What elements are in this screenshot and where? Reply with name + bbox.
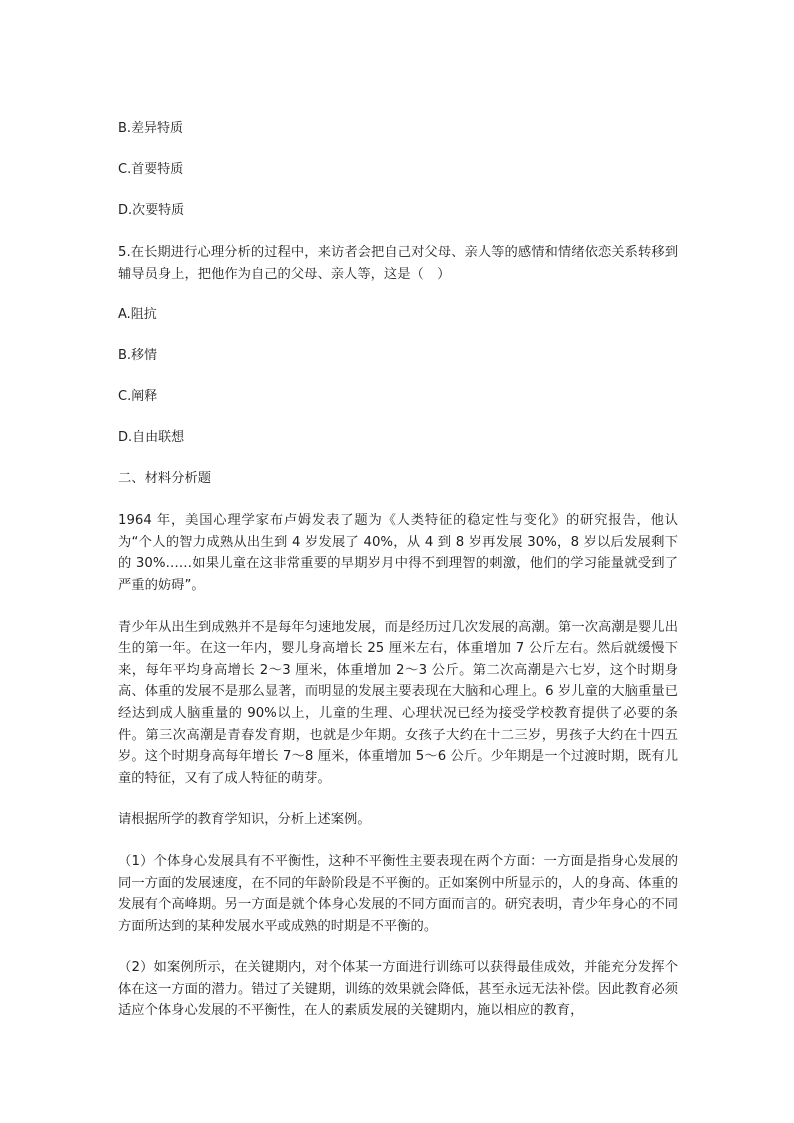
material-question-prompt: 请根据所学的教育学知识，分析上述案例。 (118, 812, 371, 828)
section-title-material-analysis: 二、材料分析题 (118, 471, 212, 487)
option-q5-c: C.阐释 (118, 389, 158, 405)
option-q4-d: D.次要特质 (118, 203, 185, 218)
option-q5-a: A.阻抗 (118, 307, 157, 323)
option-q4-b: B.差异特质 (118, 121, 184, 136)
option-q4-c: C.首要特质 (118, 162, 184, 177)
option-q5-d: D.自由联想 (118, 430, 185, 446)
material-paragraph-2: 青少年从出生到成熟并不是每年匀速地发展，而是经历过几次发展的高潮。第一次高潮是婴儿出生的第一年。在这一年内，婴儿身高增长 25 厘米左右，体重增加 7 公斤左右。然后就缓慢下来，每年平均身高增长 2～3 厘米，体重增加 2～3 公斤。第二次高潮是六七岁，这个时期身高、体重的发展不是那么显著，而明显的发展主要表现在大脑和心理上。6 岁儿童的大脑重量已经达到成人脑重量的 90%以上，儿童的生理、心理状况已经为接受学校教育提供了必要的条件。第三次高潮是青春发育期，也就是少年期。女孩子大约在十二三岁，男孩子大约在十四五岁。这个时期身高每年增长 7～8 厘米，体重增加 5～6 公斤。少年期是一个过渡时期，既有儿童的特征，又有了成人特征的萌芽。 (118, 619, 678, 786)
material-paragraph-1: 1964 年，美国心理学家布卢姆发表了题为《人类特征的稳定性与变化》的研究报告，他认为“个人的智力成熟从出生到 4 岁发展了 40%，从 4 到 8 岁再发展 30%，8 岁以后发展剩下的 30%……如果儿童在这非常重要的早期岁月中得不到理智的刺激，他们的学习能量就受到了严重的妨碍”。 (118, 513, 678, 593)
document-page (118, 119, 678, 1042)
option-q5-b: B.移情 (118, 348, 158, 364)
question-5-stem: 5.在长期进行心理分析的过程中，来访者会把自己对父母、亲人等的感情和情绪依恋关系转移到辅导员身上，把他作为自己的父母、亲人等，这是（ ） (118, 245, 678, 282)
answer-paragraph-2: （2）如案例所示，在关键期内，对个体某一方面进行训练可以获得最佳成效，并能充分发挥个体在这一方面的潜力。错过了关键期，训练的效果就会降低，甚至永远无法补偿。因此教育必须适应个体身心发展的不平衡性，在人的素质发展的关键期内，施以相应的教育， (118, 960, 678, 1019)
answer-paragraph-1: （1）个体身心发展具有不平衡性，这种不平衡性主要表现在两个方面：一方面是指身心发展的同一方面的发展速度，在不同的年龄阶段是不平衡的。正如案例中所显示的，人的身高、体重的发展有个高峰期。另一方面是就个体身心发展的不同方面而言的。研究表明，青少年身心的不同方面所达到的某种发展水平或成熟的时期是不平衡的。 (118, 853, 678, 934)
